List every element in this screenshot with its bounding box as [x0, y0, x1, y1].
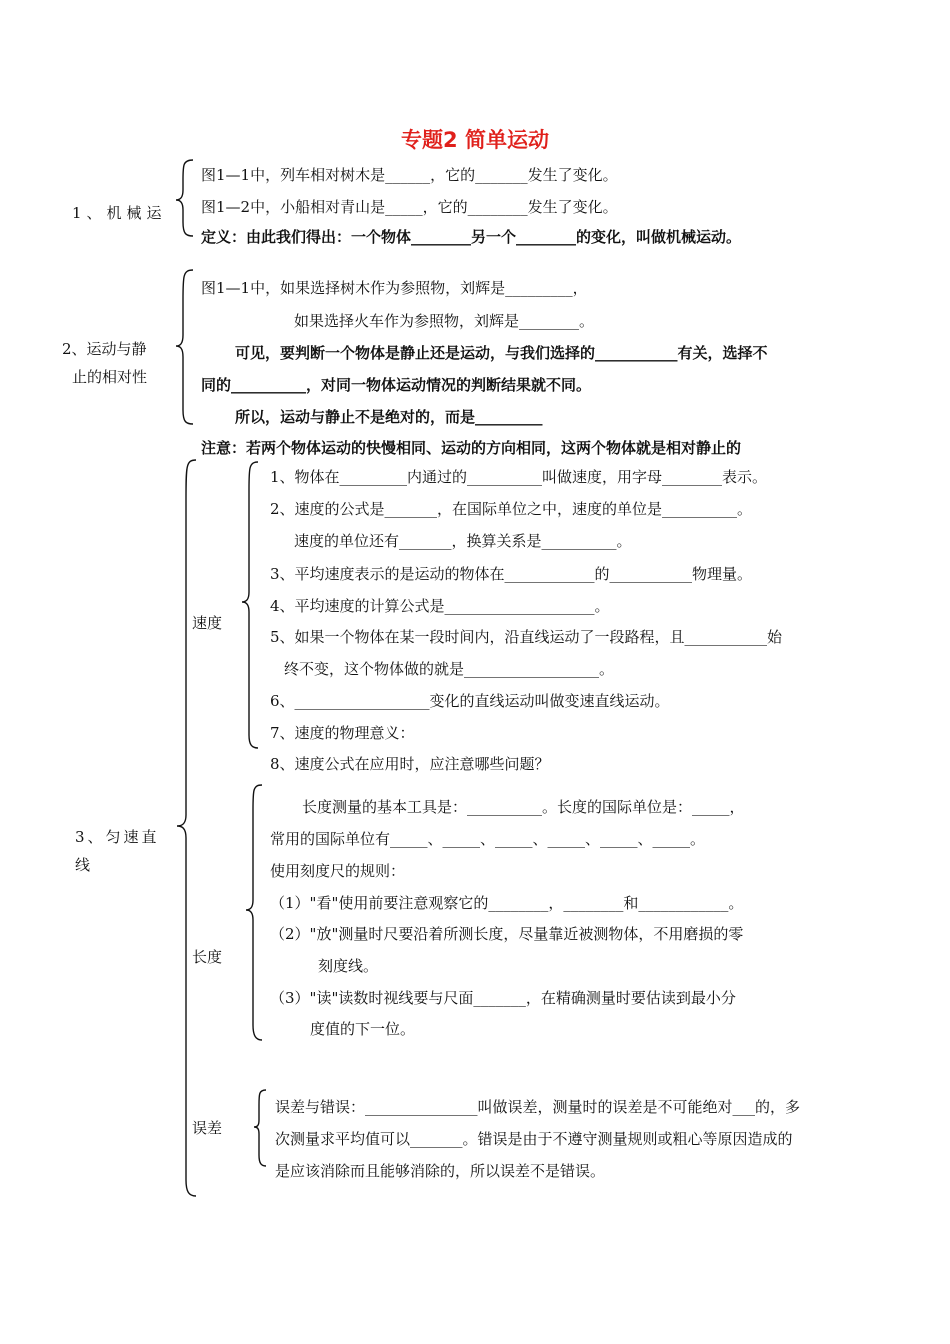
length-label: 长度 [192, 948, 223, 966]
s1-line3-definition [201, 226, 841, 246]
s1-line1: 图1—1中，列车相对树木是______，它的_______发生了变化。 [201, 166, 618, 184]
s1-line3-text: 定义：由此我们得出：一个物体________另一个________的变化，叫做机械运动。 [201, 228, 742, 246]
brace-length [246, 785, 262, 1040]
speed-item-cut-text: 8、速度公式在应用时，应注意哪些问题？ [270, 755, 550, 773]
page-title: 专题2 简单运动 [401, 128, 549, 152]
section2-label-line2: 止的相对性 [72, 368, 148, 386]
error-item-cut-text: 是应该消除而且能够消除的，所以误差不是错误。 [275, 1162, 606, 1180]
length-item: 长度测量的基本工具是：__________。长度的国际单位是：_____， [302, 798, 745, 816]
brace-s1 [176, 160, 193, 236]
error-item: 误差与错误：_______________叫做误差，测量时的误差是不可能绝对___的，多 [275, 1098, 801, 1116]
brace-s2 [176, 270, 193, 424]
speed-item: 5、如果一个物体在某一段时间内，沿直线运动了一段路程，且___________始 [270, 628, 783, 646]
brace-speed [242, 462, 258, 748]
length-item: （2）"放"测量时尺要沿着所测长度，尽量靠近被测物体，不用磨损的零 [270, 925, 744, 943]
speed-item-cut [270, 753, 690, 773]
speed-item: 1、物体在_________内通过的__________叫做速度，用字母________表示。 [270, 468, 768, 486]
speed-item: 速度的单位还有_______，换算关系是__________。 [294, 532, 632, 550]
brace-s3 [177, 460, 196, 1196]
s2-line5: 所以，运动与静止不是绝对的，而是_________ [235, 408, 543, 426]
speed-item: 7、速度的物理意义： [270, 724, 415, 742]
speed-item: 终不变，这个物体做的就是__________________。 [284, 660, 615, 678]
s2-line3: 可见，要判断一个物体是静止还是运动，与我们选择的___________有关，选择不 [235, 344, 768, 362]
s2-line4: 同的__________，对同一物体运动情况的判断结果就不同。 [201, 376, 592, 394]
length-item: 常用的国际单位有_____、_____、_____、_____、_____、_____。 [270, 830, 706, 848]
s2-line2: 如果选择火车作为参照物，刘辉是________。 [294, 312, 595, 330]
section3-label-line2: 线 [75, 856, 91, 874]
section2-label-line1: 2、运动与静 [62, 340, 147, 358]
brace-error [254, 1090, 266, 1166]
speed-item: 2、速度的公式是_______，在国际单位之中，速度的单位是__________。 [270, 500, 753, 518]
section1-label: 1、机械运 [72, 204, 167, 222]
s1-line2: 图1—2中，小船相对青山是_____，它的________发生了变化。 [201, 198, 618, 216]
s2-line1: 图1—1中，如果选择树木作为参照物，刘辉是_________， [201, 279, 588, 297]
speed-label: 速度 [192, 614, 223, 632]
section3-label-line1: 3、匀速直 [75, 828, 160, 846]
length-item: （3）"读"读数时视线要与尺面_______，在精确测量时要估读到最小分 [270, 989, 736, 1007]
s2-note: 注意：若两个物体运动的快慢相同、运动的方向相同，这两个物体就是相对静止的 [201, 439, 742, 457]
error-item: 次测量求平均值可以_______。错误是由于不遵守测量规则或粗心等原因造成的 [275, 1130, 793, 1148]
error-item-cut [275, 1160, 675, 1180]
length-item: 使用刻度尺的规则： [270, 862, 406, 880]
speed-item: 4、平均速度的计算公式是____________________。 [270, 597, 610, 615]
length-item: 刻度线。 [318, 957, 379, 975]
speed-item: 6、__________________变化的直线运动叫做变速直线运动。 [270, 692, 670, 710]
length-item: （1）"看"使用前要注意观察它的________，________和____________。 [270, 894, 744, 912]
length-item: 度值的下一位。 [310, 1020, 416, 1038]
speed-item: 3、平均速度表示的是运动的物体在____________的___________物理量。 [270, 565, 753, 583]
error-label: 误差 [192, 1119, 223, 1137]
